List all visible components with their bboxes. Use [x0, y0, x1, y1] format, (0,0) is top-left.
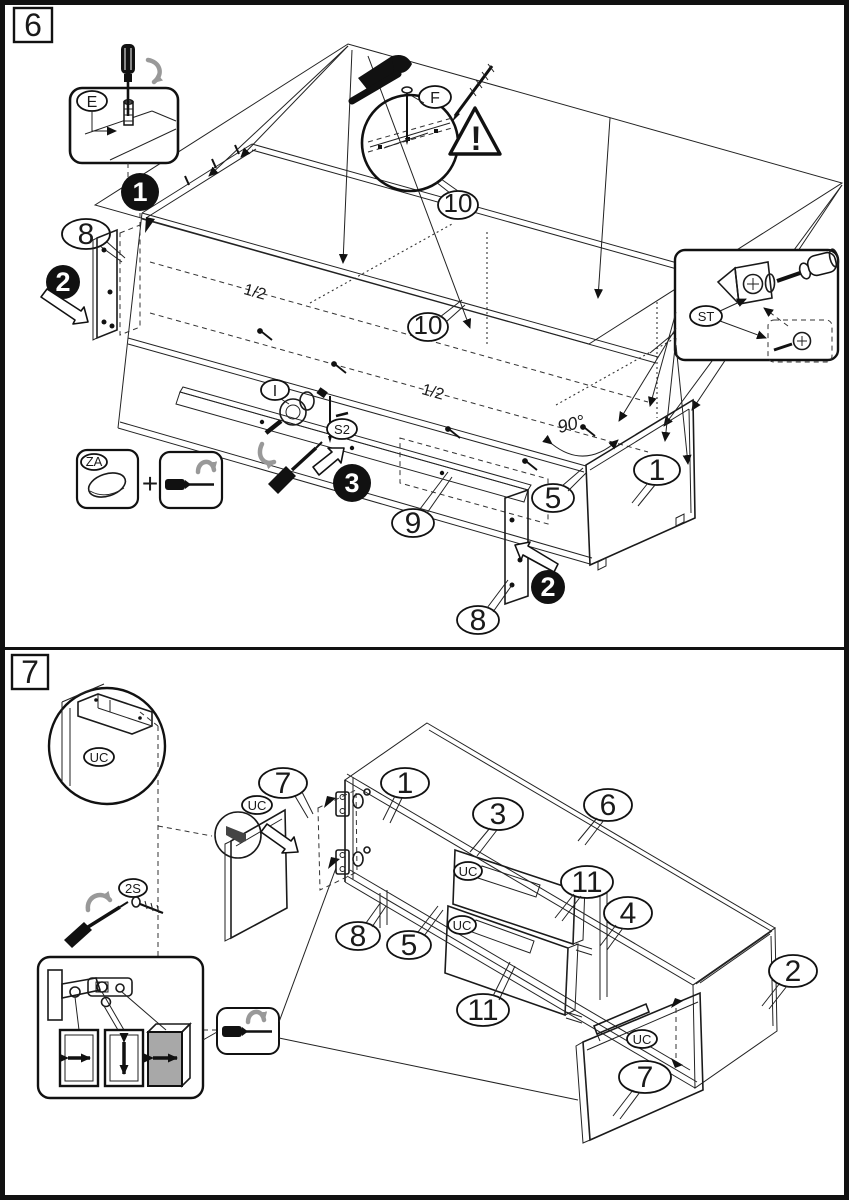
callout-5 [387, 906, 443, 962]
inset-uc-circle [49, 684, 165, 804]
inset-e-box [70, 88, 178, 163]
screwdriver-box [203, 868, 578, 1100]
label-st: ST [697, 309, 715, 324]
screwdriver-diagonal-icon [260, 442, 322, 494]
callout-10-mid [408, 300, 465, 341]
callout-4 [600, 897, 652, 950]
svg-text:11: 11 [571, 866, 603, 899]
callout-1 [381, 767, 429, 823]
svg-text:90°: 90° [555, 411, 587, 437]
step6-panel [5, 5, 844, 650]
svg-text:6: 6 [599, 789, 617, 822]
callout-10-upper [436, 179, 478, 219]
label-uc-door-right: UC [632, 1032, 652, 1047]
callout-8 [336, 902, 386, 953]
step7-number: 7 [21, 654, 39, 690]
callout-7-right [613, 1061, 671, 1119]
svg-text:2: 2 [540, 572, 556, 602]
hook-arrow-icon [88, 895, 110, 910]
step6-number: 6 [24, 7, 42, 43]
svg-text:1: 1 [648, 454, 666, 487]
callout-3 [470, 798, 523, 856]
callout-8-bottom [457, 580, 512, 637]
label-i: I [272, 383, 278, 400]
label-uc-drawer-upper: UC [458, 864, 478, 879]
svg-text:3: 3 [489, 798, 507, 831]
door-mount-ghost [318, 790, 357, 890]
label-s2: S2 [334, 422, 350, 437]
svg-text:10: 10 [413, 310, 443, 340]
screwdriver-icon [222, 1026, 242, 1037]
label-za: ZA [85, 454, 103, 469]
label-2s: 2S [125, 881, 141, 896]
step6-drawing [5, 5, 844, 647]
cam-lock-group [261, 380, 357, 443]
push-arrow-door-icon [261, 824, 298, 853]
svg-text:8: 8 [77, 218, 95, 251]
svg-text:3: 3 [344, 468, 360, 498]
side-panel-2 [693, 928, 777, 1088]
step7-panel [5, 650, 844, 1195]
label-uc-door-left [242, 796, 272, 814]
za-hardware-box [77, 450, 138, 508]
action-step-2-right [515, 542, 565, 604]
svg-text:8: 8 [349, 920, 367, 953]
rotation-arrow-icon [260, 444, 274, 463]
tool-box [160, 452, 222, 508]
angle-90-label [552, 411, 618, 456]
half-mark-b: 1/2 [419, 381, 446, 404]
door-panel-left [215, 810, 298, 941]
inset-e-label: E [86, 94, 98, 111]
svg-text:5: 5 [544, 482, 562, 515]
svg-text:1: 1 [132, 177, 148, 207]
action-step-2-left [41, 265, 88, 324]
step7-number-box [12, 654, 48, 690]
svg-text:1: 1 [396, 767, 414, 800]
screw-marks [258, 329, 595, 470]
svg-text:4: 4 [619, 897, 637, 930]
svg-text:11: 11 [467, 994, 499, 1027]
hinge-adjustment-box [38, 957, 203, 1098]
svg-text:10: 10 [443, 188, 473, 218]
label-f-balloon [412, 86, 451, 108]
svg-text:UC: UC [247, 798, 267, 813]
callout-9 [392, 472, 452, 540]
callout-5 [532, 468, 586, 515]
end-panel-1 [586, 400, 695, 570]
half-mark-a: 1/2 [241, 281, 268, 304]
svg-text:5: 5 [400, 929, 418, 962]
screw-icon [132, 897, 140, 907]
warning-mark: ! [470, 120, 482, 158]
svg-text:2: 2 [784, 955, 802, 988]
step6-number-box [14, 7, 52, 43]
uc-clip-icon [226, 826, 246, 843]
screw-2s-group [64, 879, 163, 948]
inset-st-box [675, 248, 840, 362]
adjust-height-rect [105, 1030, 143, 1086]
adjust-side-rect [60, 1030, 98, 1086]
svg-text:2: 2 [55, 267, 71, 297]
label-uc-inset: UC [89, 750, 109, 765]
step7-drawing [5, 650, 844, 1195]
handle-rail-icon [478, 866, 540, 897]
callout-1 [632, 454, 680, 506]
rotation-arrow-icon [148, 60, 160, 82]
label-uc-drawer-lower: UC [452, 918, 472, 933]
callout-2 [762, 955, 817, 1009]
screwdriver-icon [165, 479, 185, 490]
svg-text:8: 8 [469, 604, 487, 637]
label-f: F [430, 90, 440, 107]
plus-sign: + [141, 468, 159, 499]
svg-text:7: 7 [274, 767, 292, 800]
action-step-3 [333, 464, 371, 502]
svg-text:9: 9 [404, 507, 422, 540]
sheet-leader-arrows [209, 46, 842, 426]
svg-text:7: 7 [636, 1061, 654, 1094]
